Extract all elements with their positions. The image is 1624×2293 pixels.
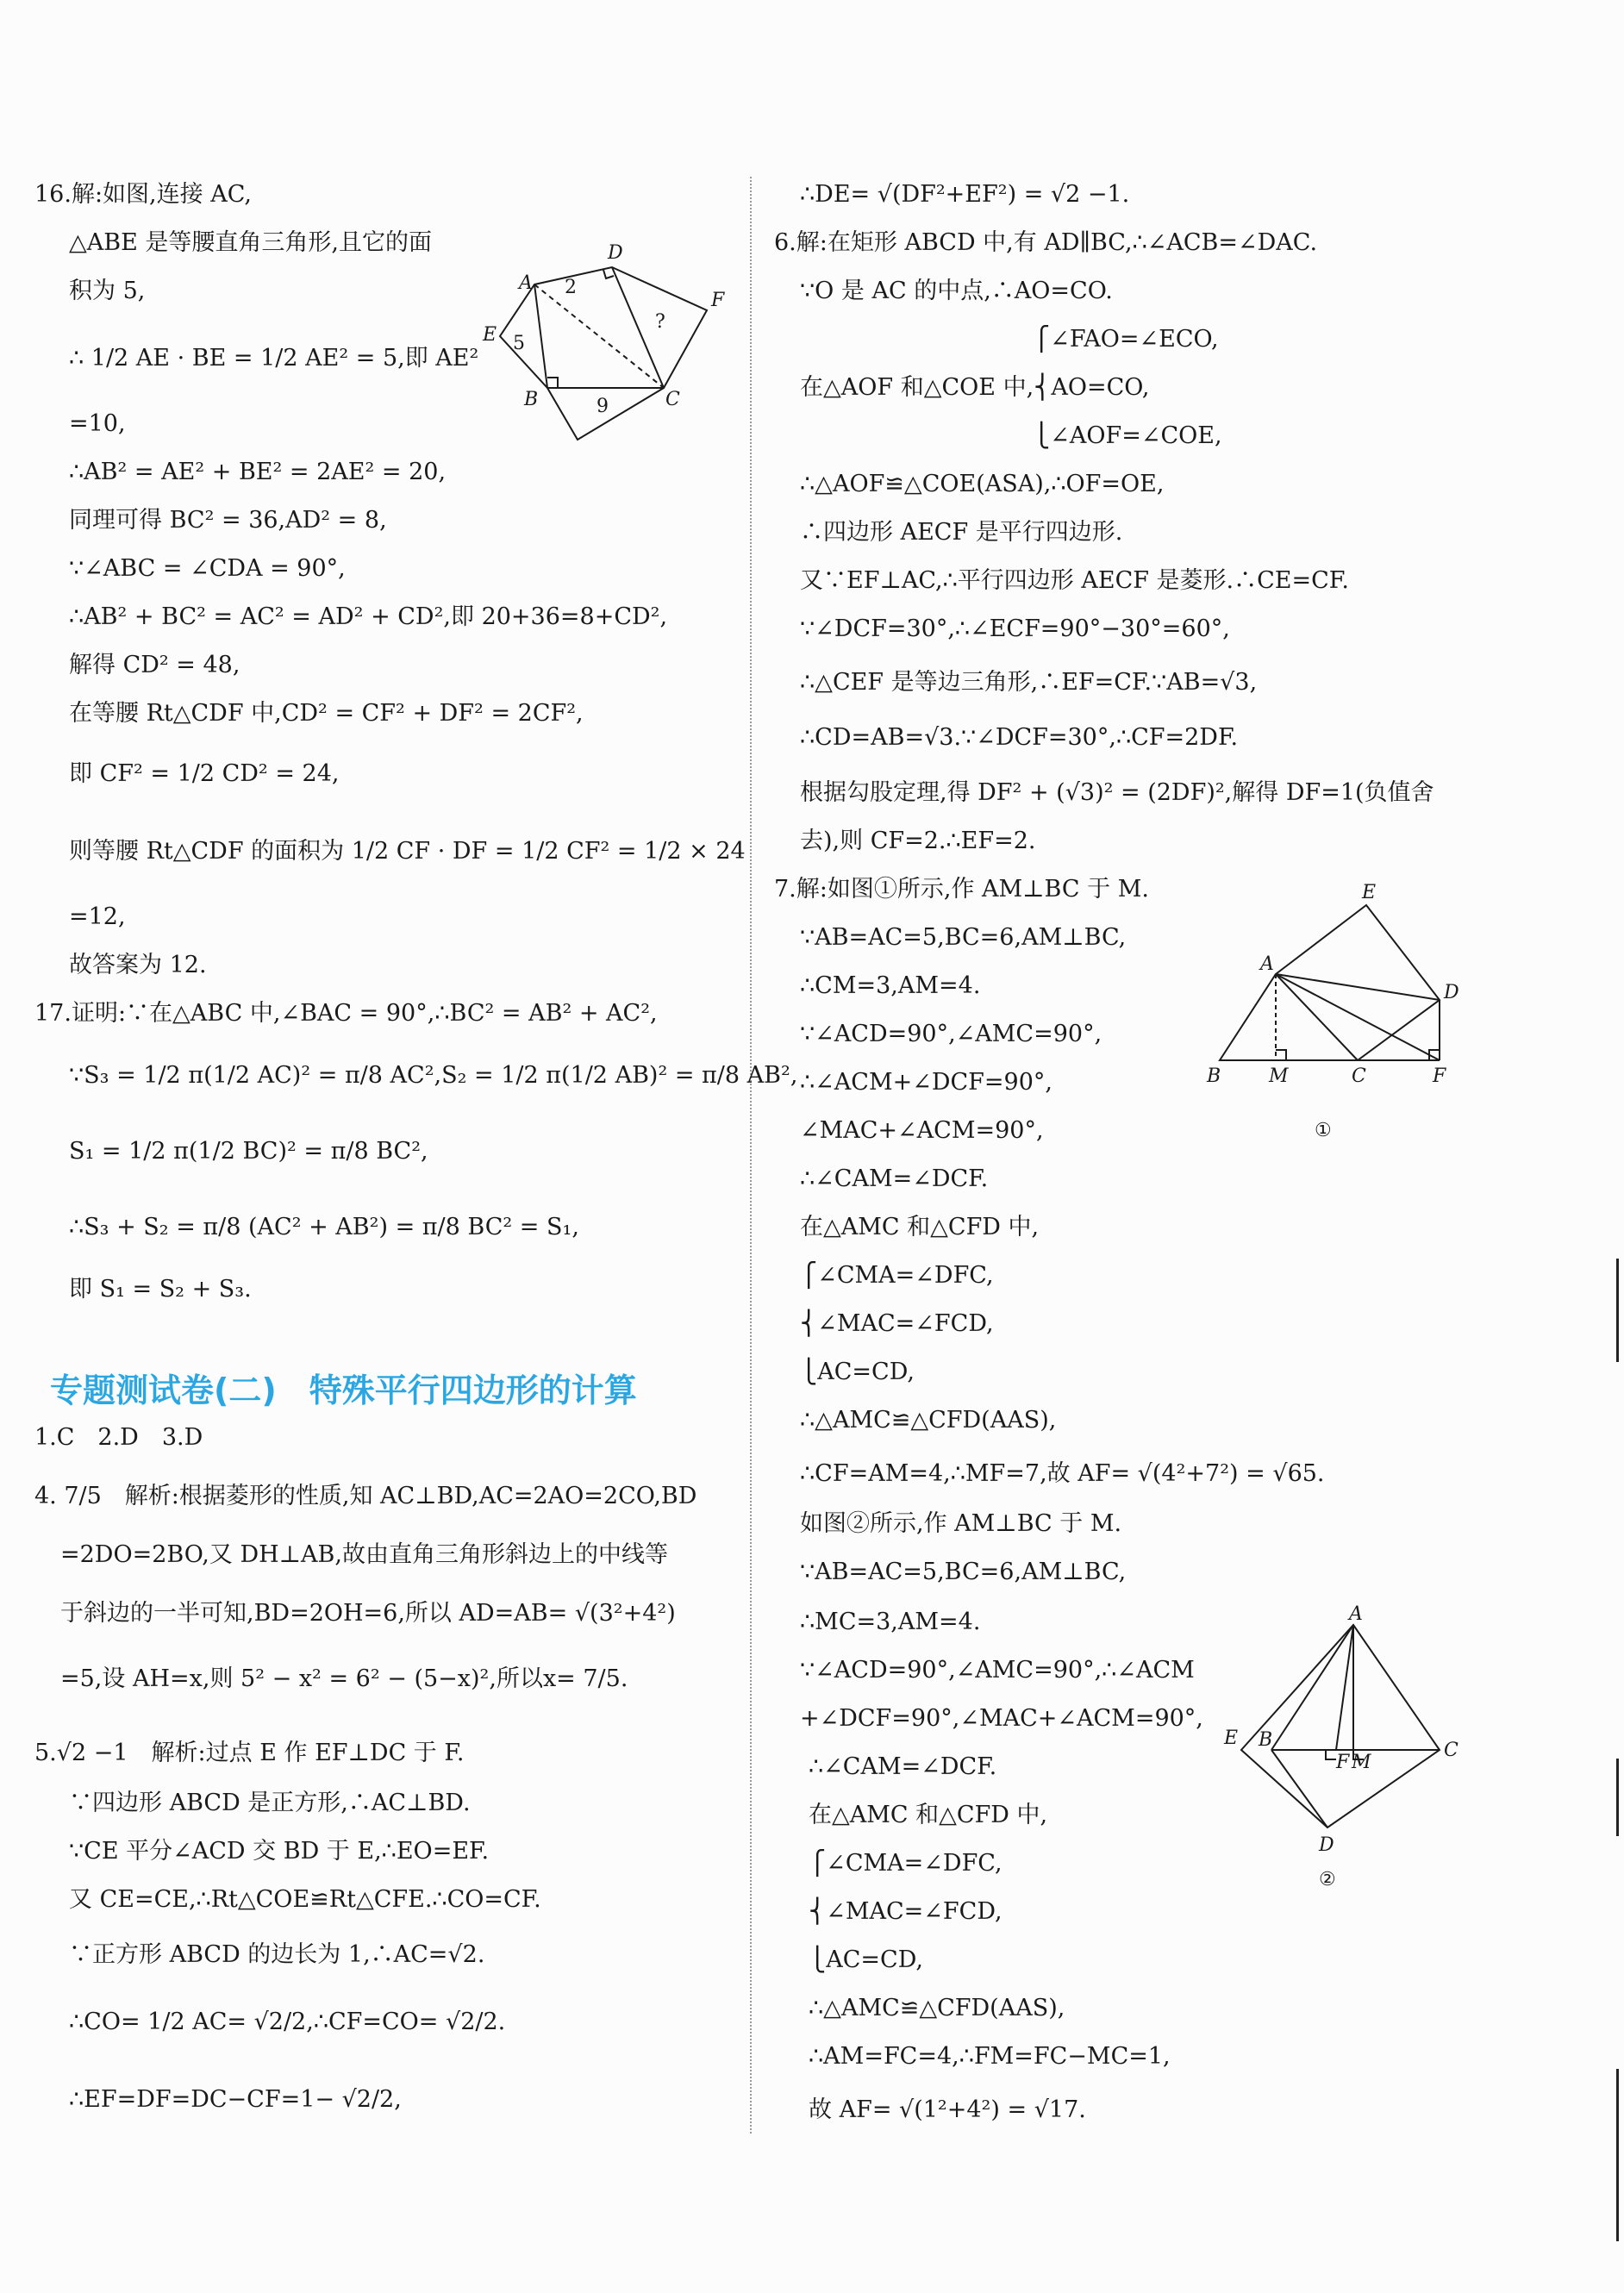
text-line: ∴CD=AB=√3.∵∠DCF=30°,∴CF=2DF. [800,724,1239,751]
text-line: ∴AB² + BC² = AC² = AD² + CD²,即 20+36=8+CD², [69,603,668,630]
text-line: 即 CF² = 1/2 CD² = 24, [69,760,340,787]
text-line: 在△AOF 和△COE 中,⎨AO=CO, [800,374,1150,401]
text-line: ∵∠DCF=30°,∴∠ECF=90°−30°=60°, [800,615,1230,642]
text-line: ∴S₃ + S₂ = π/8 (AC² + AB²) = π/8 BC² = S₁, [69,1214,579,1240]
text-line: ∵∠ACD=90°,∠AMC=90°,∴∠ACM [800,1657,1195,1684]
text-line: ∴ 1/2 AE · BE = 1/2 AE² = 5,即 AE² [69,345,479,372]
fig7a-label: F [1433,1065,1446,1087]
section-title: 专题测试卷(二) 特殊平行四边形的计算 [50,1371,637,1409]
text-line: ⎩AC=CD, [809,1946,923,1973]
text-line: S₁ = 1/2 π(1/2 BC)² = π/8 BC², [69,1138,428,1165]
text-line: 积为 5, [69,278,146,304]
text-line: ⎩AC=CD, [800,1359,915,1385]
column-divider [750,177,752,2134]
text-line: ⎨∠MAC=∠FCD, [809,1898,1003,1925]
text-line: 16.解:如图,连接 AC, [34,181,252,208]
text-line: ∴DE= √(DF²+EF²) = √2 −1. [800,181,1130,208]
text-line: ∴△AMC≌△CFD(AAS), [809,1995,1065,2021]
fig7a-label: B [1207,1065,1221,1087]
text-line: 在△AMC 和△CFD 中, [800,1214,1040,1240]
text-line: ∵四边形 ABCD 是正方形,∴AC⊥BD. [69,1790,471,1816]
text-line: ∵正方形 ABCD 的边长为 1,∴AC=√2. [69,1941,485,1968]
text-line: ⎨∠MAC=∠FCD, [800,1310,994,1337]
fig16-label: 9 [597,396,609,417]
text-line: △ABE 是等腰直角三角形,且它的面 [69,229,432,256]
text-line: ⎧∠CMA=∠DFC, [800,1262,994,1289]
text-line: ∴△AOF≌△COE(ASA),∴OF=OE, [800,471,1165,497]
figure-16 [483,233,733,457]
fig16-label: 2 [565,277,577,298]
text-line: 7.解:如图①所示,作 AM⊥BC 于 M. [774,876,1149,903]
text-line: ∴CO= 1/2 AC= √2/2,∴CF=CO= √2/2. [69,2009,506,2035]
text-line: 故 AF= √(1²+4²) = √17. [809,2096,1086,2123]
text-line: 根据勾股定理,得 DF² + (√3)² = (2DF)²,解得 DF=1(负值舍 [800,779,1434,806]
fig16-label: 5 [513,333,525,354]
figure-7-2 [1224,1603,1465,1892]
fig7a-caption: ① [1315,1120,1332,1141]
text-line: 又 CE=CE,∴Rt△COE≌Rt△CFE.∴CO=CF. [69,1886,541,1913]
fig7a-label: M [1269,1065,1289,1087]
text-line: ∴MC=3,AM=4. [800,1609,981,1635]
text-line: ∠MAC+∠ACM=90°, [800,1117,1044,1144]
scan-edge-mark [1616,2069,1619,2241]
fig7b-label: A [1349,1603,1363,1625]
fig16-label: B [524,389,539,410]
text-line: ∵AB=AC=5,BC=6,AM⊥BC, [800,924,1127,951]
fig16-label: F [711,290,725,311]
text-line: ∵S₃ = 1/2 π(1/2 AC)² = π/8 AC²,S₂ = 1/2 π(1/2 AB)² = π/8 AB², [69,1062,798,1089]
text-line: ∴四边形 AECF 是平行四边形. [800,519,1123,546]
fig16-label: A [519,272,533,294]
text-line: 则等腰 Rt△CDF 的面积为 1/2 CF · DF = 1/2 CF² = 1/2 × 24 [69,838,746,865]
text-line: ⎧∠FAO=∠ECO, [1033,326,1219,353]
text-line: ∴△AMC≌△CFD(AAS), [800,1407,1057,1434]
text-line: ∵∠ACD=90°,∠AMC=90°, [800,1021,1102,1047]
scan-edge-mark [1616,1759,1619,1836]
figure-7-1 [1207,882,1474,1155]
text-line: 4. 7/5 解析:根据菱形的性质,知 AC⊥BD,AC=2AO=2CO,BD [34,1483,697,1509]
text-line: ∴AM=FC=4,∴FM=FC−MC=1, [809,2043,1171,2070]
text-line: ∴∠CAM=∠DCF. [800,1165,989,1192]
text-line: ∴∠ACM+∠DCF=90°, [800,1069,1052,1096]
text-line: ∴△CEF 是等边三角形,∴EF=CF.∵AB=√3, [800,669,1258,696]
text-line: 于斜边的一半可知,BD=2OH=6,所以 AD=AB= √(3²+4²) [60,1600,676,1627]
text-line: 解得 CD² = 48, [69,652,240,678]
text-line: ∵CE 平分∠ACD 交 BD 于 E,∴EO=EF. [69,1838,490,1865]
text-line: 5.√2 −1 解析:过点 E 作 EF⊥DC 于 F. [34,1740,465,1766]
text-line: ⎩∠AOF=∠COE, [1033,422,1222,449]
fig7b-label: E [1224,1728,1239,1749]
fig7a-label: C [1352,1065,1366,1087]
text-line: ∴CM=3,AM=4. [800,972,981,999]
text-line: 6.解:在矩形 ABCD 中,有 AD∥BC,∴∠ACB=∠DAC. [774,229,1318,256]
text-line: 即 S₁ = S₂ + S₃. [69,1276,252,1303]
text-line: 故答案为 12. [69,952,207,978]
text-line: 在等腰 Rt△CDF 中,CD² = CF² + DF² = 2CF², [69,700,584,727]
text-line: =12, [69,903,126,930]
text-line: 如图②所示,作 AM⊥BC 于 M. [800,1510,1122,1537]
fig16-label: ? [655,311,665,333]
fig7a-label: A [1260,953,1274,975]
text-line: 1.C 2.D 3.D [34,1424,203,1451]
fig7a-label: E [1362,882,1377,903]
fig7b-label: C [1444,1740,1458,1761]
text-line: ∵AB=AC=5,BC=6,AM⊥BC, [800,1559,1127,1585]
text-line: 去),则 CF=2.∴EF=2. [800,828,1036,854]
scan-edge-mark [1616,1259,1619,1362]
text-line: 又∵EF⊥AC,∴平行四边形 AECF 是菱形.∴CE=CF. [800,567,1349,594]
text-line: =10, [69,410,126,437]
text-line: ∴∠CAM=∠DCF. [809,1753,997,1780]
text-line: 17.证明:∵在△ABC 中,∠BAC = 90°,∴BC² = AB² + AC², [34,1000,658,1027]
fig7b-label: M [1352,1752,1371,1773]
fig7b-label: F [1336,1752,1350,1773]
fig16-label: E [483,324,497,346]
text-line: ∵∠ABC = ∠CDA = 90°, [69,555,346,582]
text-line: ∴EF=DF=DC−CF=1− √2/2, [69,2086,402,2113]
fig7b-label: B [1259,1729,1273,1751]
fig16-label: C [665,389,680,410]
text-line: ∴CF=AM=4,∴MF=7,故 AF= √(4²+7²) = √65. [800,1460,1325,1487]
fig7b-caption: ② [1319,1869,1336,1890]
text-line: ⎧∠CMA=∠DFC, [809,1850,1003,1877]
text-line: =5,设 AH=x,则 5² − x² = 6² − (5−x)²,所以x= 7/5. [60,1665,628,1692]
fig16-label: D [608,242,623,264]
text-line: +∠DCF=90°,∠MAC+∠ACM=90°, [800,1705,1203,1732]
text-line: 在△AMC 和△CFD 中, [809,1802,1048,1828]
text-line: 同理可得 BC² = 36,AD² = 8, [69,507,387,534]
fig7a-label: D [1444,982,1459,1003]
text-line: ∵O 是 AC 的中点,∴AO=CO. [800,278,1113,304]
text-line: ∴AB² = AE² + BE² = 2AE² = 20, [69,459,447,485]
text-line: =2DO=2BO,又 DH⊥AB,故由直角三角形斜边上的中线等 [60,1541,668,1568]
fig7b-label: D [1319,1834,1334,1856]
